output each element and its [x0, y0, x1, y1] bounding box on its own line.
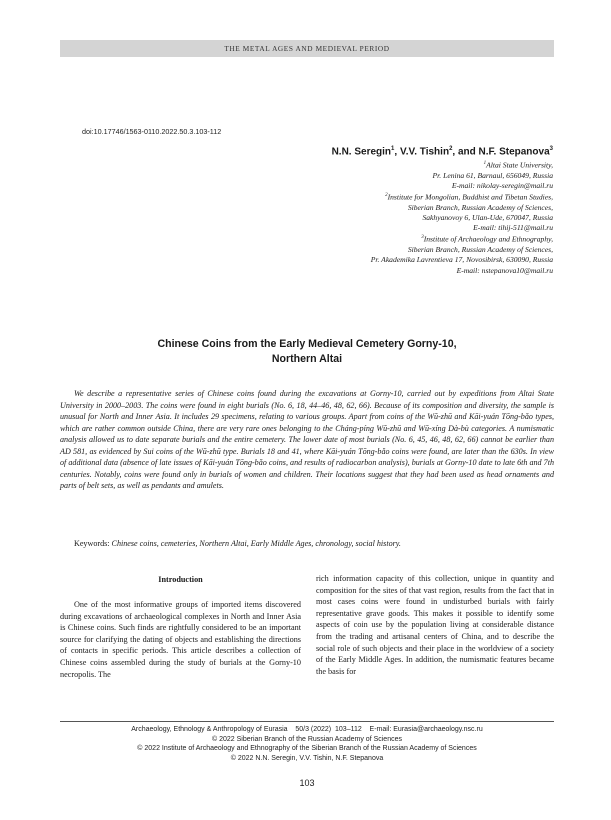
author-2: , V.V. Tishin	[394, 146, 450, 158]
keywords-text: Chinese coins, cemeteries, Northern Altai, Early Middle Ages, chronology, social history.	[111, 539, 401, 548]
title-line-1: Chinese Coins from the Early Medieval Cemetery Gorny-10,	[157, 338, 457, 350]
author-list	[332, 146, 553, 157]
affiliations	[233, 159, 553, 276]
affiliation-line: $^3$Institute of Archaeology and Ethnography,	[421, 235, 553, 245]
affiliation-line: Pr. Akademika Lavrentieva 17, Novosibirsk, 630090, Russia	[370, 255, 553, 265]
affiliation-line: Pr. Lenina 61, Barnaul, 656049, Russia	[432, 170, 553, 180]
author-3: , and N.F. Stepanova	[452, 146, 550, 158]
abstract: We describe a representative series of Chinese coins found during the excavations at Gorny-10, carried out by expeditions from Altai State University in 2000–2003. The coins were found in eight burials (No. 6, 18, 44–46, 48, 62, 66). Because of its composition and diversity, the sample is unusual for North and Inner Asia. It includes 29 specimens, relating to various groups. Apart from coins of the Wŭ-zhū and Kāi-yuán Tōng-bǎo types, which are rather common outside China, there are very rare ones belonging to the Cháng-píng Wŭ-zhū and Wŭ-xíng Dà-bù categories. A numismatic analysis allowed us to date separate burials and the entire cemetery. The lower date of most burials (No. 6, 45, 46, 48, 62, 66) cannot be earlier than AD 581, as evidenced by Sui coins of the Wŭ-zhū type. Burials 18 and 41, where Kāi-yuán Tōng-bǎo coins were found, are later than the 630s. In view of additional data (absence of late issues of Kāi-yuán Tōng-bǎo coins, and results of radiocarbon analysis), burials at Gorny-10 date to late 6th and 7th centuries. Notably, coins were found only in burials of women and children. Their locations suggest that they had been used as head ornaments and parts of belt sets, as well as pendants and amulets.	[60, 389, 554, 490]
affiliation-line: Siberian Branch, Russian Academy of Sciences,	[407, 245, 553, 255]
footer-journal: Archaeology, Ethnology & Anthropology of Eurasia 50/3 (2022) 103–112 E-mail: Eurasia@archaeology.nsc.ru	[131, 726, 483, 733]
intro-heading: Introduction	[158, 575, 203, 584]
affiliation-line: E-mail: nstepanova10@mail.ru	[456, 265, 553, 275]
footer-copyright-1: © 2022 Siberian Branch of the Russian Academy of Sciences	[212, 735, 402, 743]
doi-text: doi:10.17746/1563-0110.2022.50.3.103-112	[82, 127, 222, 136]
author-3-sup: 3	[549, 146, 553, 152]
footer	[60, 725, 554, 763]
author-2-sup: 2	[449, 146, 453, 152]
author-1: N.N. Seregin	[331, 146, 392, 158]
body-column-left: One of the most informative groups of imported items discovered during excavations of archaeological complexes in North and Inner Asia is Chinese coins. Such finds are rightfully considered to be an important source for clarifying the dating of objects and establishing the directions of contacts in specific periods. This article describes a collection of Chinese coins assembled during the study of burials at the Gorny-10 necropolis. The	[60, 600, 301, 679]
footer-divider	[60, 721, 554, 722]
body-column-right: rich information capacity of this collection, unique in quantity and composition for the sites of that vast region, results from the fact that in most cases coins were found in undisturbed burials with fairly representative grave goods. This makes it possible to identify some aspects of coin use by the population living at considerable distance from the trading and artisanal centers of China, and to describe the social role of such objects and their place in the worldview of a society of the Early Middle Ages. In addition, the numismatic features became the basis for	[316, 574, 554, 676]
footer-copyright-3: © 2022 N.N. Seregin, V.V. Tishin, N.F. Stepanova	[230, 754, 384, 762]
keywords-label: Keywords:	[74, 539, 112, 548]
affiliation-line: E-mail: tihij-511@mail.ru	[473, 223, 553, 233]
section-header: THE METAL AGES AND MEDIEVAL PERIOD	[60, 40, 554, 57]
author-1-sup: 1	[391, 146, 395, 152]
title-line-2: Northern Altai	[271, 353, 343, 365]
affiliation-line: E-mail: nikolay-seregin@mail.ru	[451, 180, 553, 190]
article-title	[60, 337, 554, 367]
keywords	[60, 538, 554, 549]
affiliation-line: Siberian Branch, Russian Academy of Sciences,	[407, 202, 553, 212]
affiliation-line: $^1$Altai State University,	[483, 160, 553, 170]
footer-copyright-2: © 2022 Institute of Archaeology and Ethnography of the Siberian Branch of the Russian Academy of Sciences	[137, 745, 477, 753]
affiliation-line: Sakhyanovoy 6, Ulan-Ude, 670047, Russia	[422, 213, 553, 223]
page-number: 103	[299, 778, 315, 788]
affiliation-line: $^2$Institute for Mongolian, Buddhist and Tibetan Studies,	[385, 192, 553, 202]
